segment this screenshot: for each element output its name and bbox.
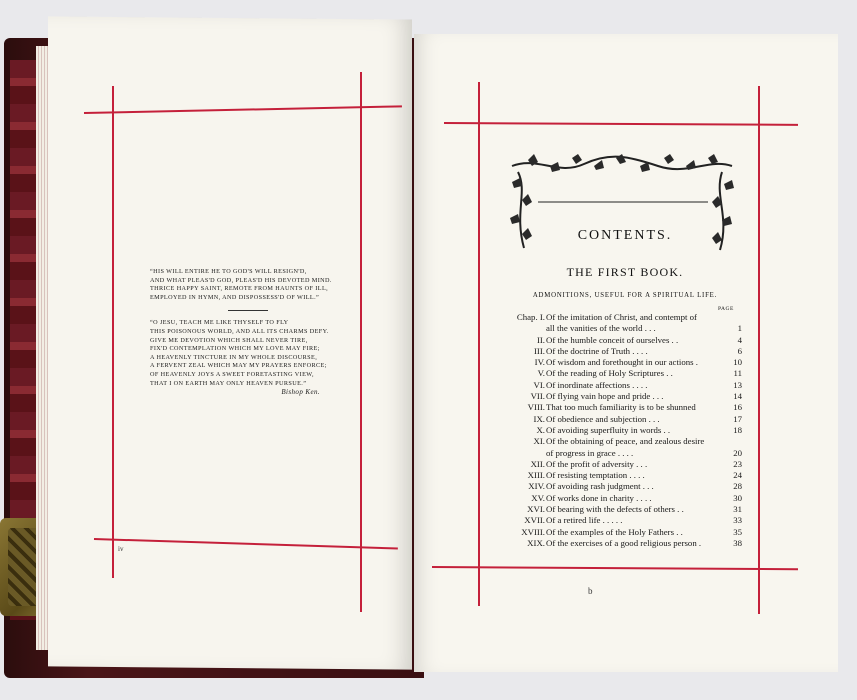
chapter-title: Of the imitation of Christ, and contempt of bbox=[546, 312, 697, 322]
chapter-title: Of the obtaining of peace, and zealous desire bbox=[546, 436, 705, 447]
chapter-number: VII. bbox=[530, 391, 545, 402]
chapter-title: Of avoiding rash judgment . . . bbox=[546, 481, 654, 492]
chapter-title: Of works done in charity . . . . bbox=[546, 492, 652, 503]
chapter-page: 4 bbox=[737, 334, 742, 345]
chapter-number: XVIII. bbox=[521, 526, 545, 537]
chapter-number: IV. bbox=[534, 357, 545, 368]
chapter-number: III. bbox=[534, 345, 545, 356]
toc-row bbox=[508, 402, 742, 413]
chapter-title: Of wisdom and forethought in our actions . bbox=[546, 357, 698, 368]
chapter-page: 28 bbox=[733, 481, 742, 492]
chapter-number: V. bbox=[537, 368, 545, 379]
chapter-title: Of the reading of Holy Scriptures . . bbox=[546, 368, 673, 379]
right-rule-left bbox=[478, 82, 480, 606]
chapter-title: Of obedience and subjection . . . bbox=[546, 413, 660, 424]
poem bbox=[150, 268, 332, 397]
chapter-number: IX. bbox=[533, 413, 545, 424]
toc-row bbox=[508, 504, 742, 515]
chapter-number: X. bbox=[536, 424, 545, 435]
book-title: THE FIRST BOOK. bbox=[566, 265, 684, 279]
toc-row bbox=[508, 493, 742, 504]
poem-line: OF HEAVENLY JOYS A SWEET FORETASTING VIEW, bbox=[150, 370, 314, 378]
chapter-page: 14 bbox=[733, 391, 742, 402]
toc-row bbox=[508, 357, 742, 368]
chapter-number: II. bbox=[536, 334, 545, 345]
chapter-number: VI. bbox=[533, 379, 545, 390]
toc-row bbox=[508, 312, 742, 323]
chapter-title: Of the humble conceit of ourselves . . bbox=[546, 334, 679, 345]
toc-row bbox=[508, 414, 742, 425]
chapter-number: XIX. bbox=[527, 537, 545, 548]
table-of-contents bbox=[508, 312, 742, 549]
toc-row bbox=[508, 481, 742, 492]
chapter-title: of progress in grace . . . . bbox=[546, 447, 634, 458]
chapter-number: XII. bbox=[530, 458, 545, 469]
toc-row bbox=[508, 470, 742, 481]
chapter-page: 38 bbox=[733, 537, 742, 548]
poem-line: A HEAVENLY TINCTURE IN MY WHOLE DISCOURSE, bbox=[150, 353, 318, 361]
toc-row bbox=[508, 380, 742, 391]
toc-row bbox=[508, 323, 742, 334]
toc-row bbox=[508, 425, 742, 436]
chapter-page: 31 bbox=[733, 504, 742, 515]
toc-row bbox=[508, 335, 742, 346]
chapter-page: 13 bbox=[733, 379, 742, 390]
chapter-title: Of the doctrine of Truth . . . . bbox=[546, 345, 648, 356]
chapter-page: 30 bbox=[733, 492, 742, 503]
toc-row bbox=[508, 368, 742, 379]
chapter-page: 11 bbox=[733, 368, 742, 379]
chapter-page: 20 bbox=[733, 447, 742, 458]
left-rule-left bbox=[112, 86, 114, 578]
chapter-number: XIII. bbox=[527, 470, 545, 481]
chapter-title: Of avoiding superfluity in words . . bbox=[546, 424, 671, 435]
chapter-title: Of the exercises of a good religious person . bbox=[546, 537, 702, 548]
right-rule-right bbox=[758, 86, 760, 614]
page-column-header: PAGE bbox=[718, 306, 734, 312]
poem-line: “O JESU, TEACH ME LIKE THYSELF TO FLY bbox=[150, 319, 289, 327]
poem-attribution: Bishop Ken. bbox=[281, 388, 320, 397]
poem-stanza-2 bbox=[150, 319, 329, 388]
chapter-title: Of the profit of adversity . . . bbox=[546, 458, 648, 469]
left-folio: iv bbox=[118, 545, 124, 553]
toc-row bbox=[508, 459, 742, 470]
toc-row bbox=[508, 515, 742, 526]
chapter-page: 16 bbox=[733, 402, 742, 413]
poem-line: AND WHAT PLEAS'D GOD, PLEAS'D HIS DEVOTED MIND. bbox=[150, 276, 332, 284]
poem-line: FIX'D CONTEMPLATION WHICH MY LOVE MAY FIRE; bbox=[150, 345, 320, 353]
chapter-page: 6 bbox=[737, 345, 742, 356]
chapter-page: 24 bbox=[733, 470, 742, 481]
chapter-page: 17 bbox=[733, 413, 742, 424]
poem-line: “HIS WILL ENTIRE HE TO GOD'S WILL RESIGN'D, bbox=[150, 268, 307, 275]
right-folio: b bbox=[588, 586, 593, 596]
chapter-page: 35 bbox=[733, 526, 742, 537]
poem-line: THIS POISONOUS WORLD, AND ALL ITS CHARMS DEFY. bbox=[150, 327, 329, 335]
poem-line: EMPLOYED IN HYMN, AND DISPOSSESS'D OF WILL.” bbox=[150, 293, 320, 301]
poem-line: A FERVENT ZEAL WHICH MAY MY PRAYERS ENFORCE; bbox=[150, 362, 327, 370]
chapter-page: 23 bbox=[733, 458, 742, 469]
poem-line: THRICE HAPPY SAINT, REMOTE FROM HAUNTS OF ILL, bbox=[150, 285, 329, 293]
chapter-title: Of a retired life . . . . . bbox=[546, 515, 623, 526]
toc-row bbox=[508, 527, 742, 538]
chapter-title: Of resisting temptation . . . . bbox=[546, 470, 645, 481]
toc-row bbox=[508, 346, 742, 357]
chapter-number: XIV. bbox=[528, 481, 545, 492]
left-rule-right bbox=[360, 72, 362, 612]
poem-line: GIVE ME DEVOTION WHICH SHALL NEVER TIRE, bbox=[150, 336, 308, 344]
chapter-number: XI. bbox=[533, 436, 545, 447]
poem-divider bbox=[228, 310, 268, 311]
chapter-title: Of inordinate affections . . . . bbox=[546, 379, 648, 390]
poem-line: THAT I ON EARTH MAY ONLY HEAVEN PURSUE.” bbox=[150, 379, 307, 387]
contents-heading: CONTENTS. bbox=[577, 228, 673, 243]
chapter-page: 1 bbox=[737, 323, 742, 334]
chapter-title: Of flying vain hope and pride . . . bbox=[546, 391, 664, 402]
toc-row bbox=[508, 436, 742, 447]
toc-row bbox=[508, 391, 742, 402]
toc-row bbox=[508, 538, 742, 549]
chapter-page: 18 bbox=[733, 424, 742, 435]
chapter-title: Of the examples of the Holy Fathers . . bbox=[546, 526, 683, 537]
chapter-title: That too much familiarity is to be shunned bbox=[546, 402, 696, 413]
poem-stanza-1 bbox=[150, 268, 332, 302]
chapter-number: XVI. bbox=[527, 504, 545, 515]
chapter-page: 33 bbox=[733, 515, 742, 526]
chapter-number: Chap. I. bbox=[516, 312, 545, 322]
chapter-number: XVII. bbox=[524, 515, 545, 526]
chapter-title: Of bearing with the defects of others . . bbox=[546, 504, 684, 515]
chapter-title: all the vanities of the world . . . bbox=[546, 323, 656, 334]
book-subtitle: ADMONITIONS, USEFUL FOR A SPIRITUAL LIFE. bbox=[532, 292, 718, 299]
toc-row bbox=[508, 448, 742, 459]
chapter-number: XV. bbox=[531, 492, 545, 503]
chapter-number: VIII. bbox=[527, 402, 545, 413]
chapter-page: 10 bbox=[733, 357, 742, 368]
